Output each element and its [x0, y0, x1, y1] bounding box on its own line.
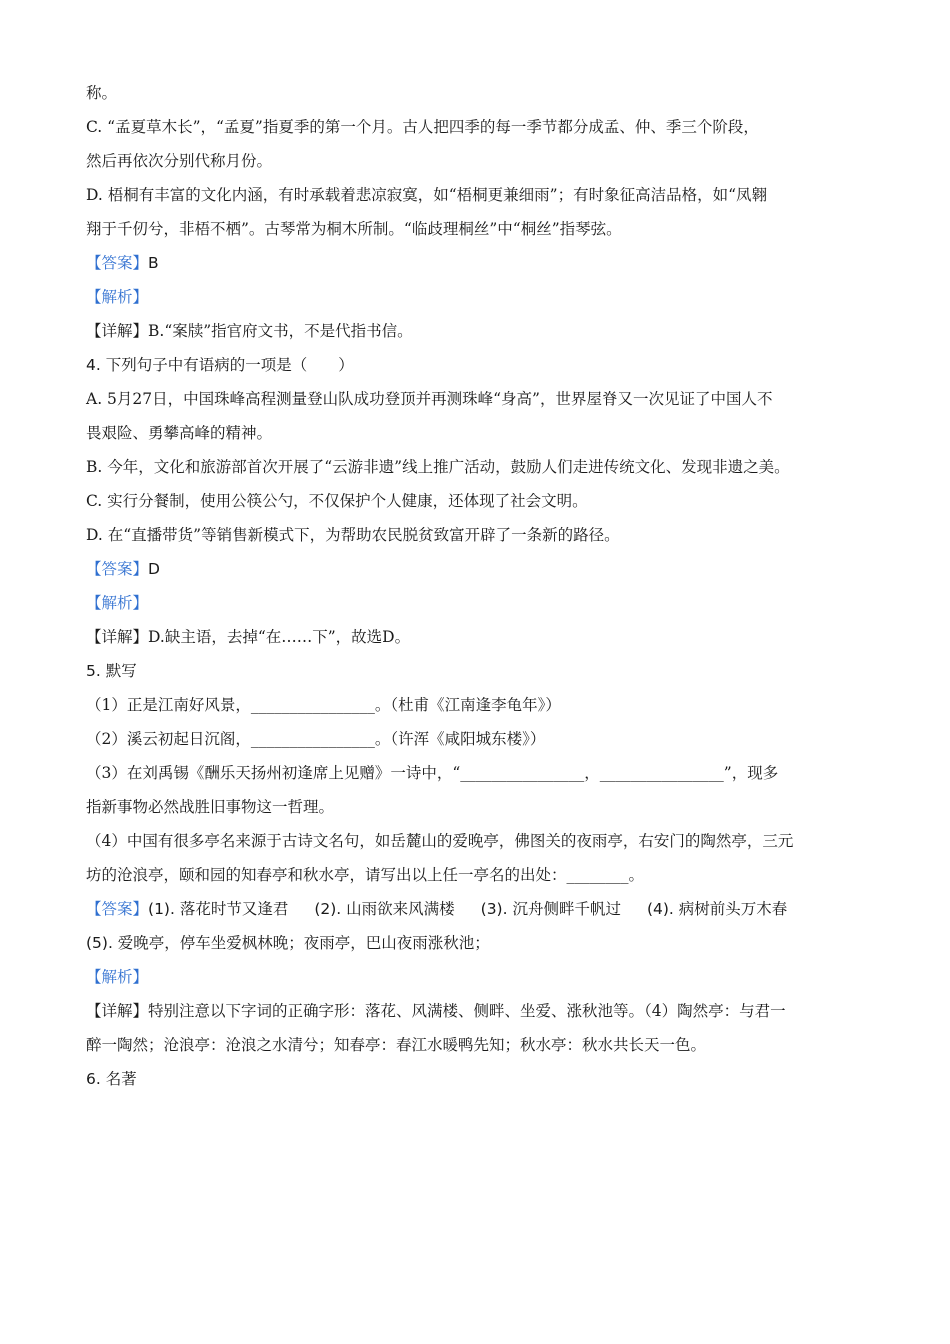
option-d-line: D. 梧桐有丰富的文化内涵，有时承载着悲凉寂寞，如“梧桐更兼细雨”；有时象征高洁品格，如“凤翱	[86, 186, 768, 204]
answer-tag: 【答案】	[86, 560, 149, 578]
q5-detail	[86, 994, 870, 1028]
analysis-tag: 【解析】	[86, 968, 149, 986]
q4-option-a-continuation: 畏艰险、勇攀高峰的精神。	[86, 424, 273, 442]
q4-question: 4. 下列句子中有语病的一项是（ ）	[86, 356, 354, 374]
detail-tag: 【详解】	[86, 1002, 149, 1020]
option-d-continuation: 翔于千仞兮，非梧不栖”。古琴常为桐木所制。“临歧理桐丝”中“桐丝”指琴弦。	[86, 220, 622, 238]
q5-title: 5. 默写	[86, 662, 137, 680]
q3-detail	[86, 314, 870, 348]
option-c-continuation: 然后再依次分别代称月份。	[86, 152, 273, 170]
q5-answer-continuation: (5). 爱晚亭，停车坐爱枫林晚；夜雨亭，巴山夜雨涨秋池；	[86, 934, 490, 952]
answer-item: (1). 落花时节又逢君	[148, 900, 289, 918]
q5-detail-continuation: 醉一陶然；沧浪亭：沧浪之水清兮；知春亭：春江水暖鸭先知；秋水亭：秋水共长天一色。	[86, 1036, 707, 1054]
detail-tag: 【详解】	[86, 322, 149, 340]
answer-tag: 【答案】	[86, 900, 149, 918]
analysis-tag: 【解析】	[86, 594, 149, 612]
text-line: 称。	[86, 84, 118, 102]
document-content	[86, 76, 870, 1096]
q6-title: 6. 名著	[86, 1070, 137, 1088]
q5-part-4: （4）中国有很多亭名来源于古诗文名句，如岳麓山的爱晚亭，佛图关的夜雨亭，右安门的陶然亭，三元	[86, 832, 794, 850]
q4-option-b: B. 今年，文化和旅游部首次开展了“云游非遗”线上推广活动，鼓励人们走进传统文化、发现非遗之美。	[86, 458, 790, 476]
detail-text: D.缺主语，去掉“在……下”，故选D。	[148, 628, 411, 646]
q3-analysis	[86, 280, 870, 314]
q4-answer	[86, 552, 870, 586]
answer-value: B	[148, 254, 159, 272]
analysis-tag: 【解析】	[86, 288, 149, 306]
answer-tag: 【答案】	[86, 254, 149, 272]
answer-item: (4). 病树前头万木春	[646, 900, 788, 918]
q5-analysis	[86, 960, 870, 994]
q5-part-3: （3）在刘禹锡《酬乐天扬州初逢席上见赠》一诗中，“________________，________________”，现多	[86, 764, 779, 782]
detail-text: B.“案牍”指官府文书，不是代指书信。	[148, 322, 413, 340]
q4-analysis	[86, 586, 870, 620]
q4-detail	[86, 620, 870, 654]
q5-part-4-continuation: 坊的沧浪亭，颐和园的知春亭和秋水亭，请写出以上任一亭名的出处：________。	[86, 866, 645, 884]
q3-answer	[86, 246, 870, 280]
answer-item: (3). 沉舟侧畔千帆过	[480, 900, 621, 918]
q4-option-c: C. 实行分餐制，使用公筷公勺，不仅保护个人健康，还体现了社会文明。	[86, 492, 588, 510]
q5-answer	[86, 892, 870, 926]
q5-part-1: （1）正是江南好风景，________________。（杜甫《江南逢李龟年》）	[86, 696, 561, 714]
detail-text: 特别注意以下字词的正确字形：落花、风满楼、侧畔、坐爱、涨秋池等。（4）陶然亭：与君一	[148, 1002, 786, 1020]
answer-value: D	[148, 560, 160, 578]
answer-item: (2). 山雨欲来风满楼	[314, 900, 455, 918]
q4-option-a: A. 5月27日，中国珠峰高程测量登山队成功登顶并再测珠峰“身高”，世界屋脊又一次见证了中国人不	[86, 390, 773, 408]
option-c-line: C. “孟夏草木长”，“孟夏”指夏季的第一个月。古人把四季的每一季节都分成孟、仲、季三个阶段，	[86, 118, 759, 136]
q5-part-2: （2）溪云初起日沉阁，________________。（许浑《咸阳城东楼》）	[86, 730, 546, 748]
q5-part-3-continuation: 指新事物必然战胜旧事物这一哲理。	[86, 798, 335, 816]
detail-tag: 【详解】	[86, 628, 149, 646]
q4-option-d: D. 在“直播带货”等销售新模式下，为帮助农民脱贫致富开辟了一条新的路径。	[86, 526, 620, 544]
